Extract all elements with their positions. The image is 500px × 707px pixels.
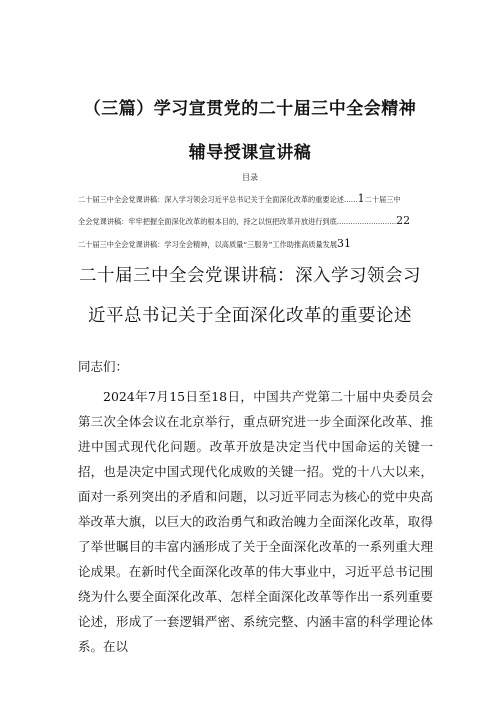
toc-entry-text: 二十届三中全会党课讲稿：学习全会精神，以高质量“三服务”工作助推高质量发展 — [78, 240, 338, 249]
section-title-line-1: 二十届三中全会党课讲稿：深入学习领会习 — [79, 266, 421, 286]
toc-entry[interactable] — [78, 237, 438, 250]
toc-entry-page: 31 — [337, 237, 352, 250]
toc-entry-text: 二十届三中全会党课讲稿：深入学习领会习近平总书记关于全面深化改革的重要论述...... — [78, 195, 358, 204]
toc-entry-text: 全会党课讲稿：牢牢把握全面深化改革的根本目的，持之以恒把改革开放进行到底.......................... — [78, 217, 397, 226]
toc-entry-page: 22 — [396, 214, 411, 227]
toc-entry-continued: 二十届三中 — [364, 195, 401, 204]
toc-entry[interactable] — [78, 214, 438, 227]
document-title-line-1: （三篇）学习宣贯党的二十届三中全会精神 — [83, 99, 417, 119]
document-title-line-2: 辅导授课宣讲稿 — [188, 143, 312, 163]
body-paragraph: 2024年7月15日至18日，中国共产党第二十届中央委员会第三次全体会议在北京举行，重点研究进一步全面深化改革、推进中国式现代化问题。改革开放是决定当代中国命运的关键一招，也是决定中国式现代化成败的关键一招。党的十八大以来，面对一系列突出的矛盾和问题，以习近平同志为核心的党中央高举改革大旗，以巨大的政治勇气和政治魄力全面深化改革，取得了举世瞩目的丰富内涵形成了关于全面深化改革的一系列重大理论成果。在新时代全面深化改革的伟大事业中，习近平总书记围绕为什么要全面深化改革、怎样全面深化改革等作出一系列重要论述，形成了一套逻辑严密、系统完整、内涵丰富的科学理论体系。在以 — [78, 389, 433, 654]
toc-entry[interactable] — [78, 192, 438, 205]
salutation: 同志们： — [78, 359, 129, 374]
section-title-line-2: 近平总书记关于全面深化改革的重要论述 — [88, 306, 412, 326]
toc-entry-page: 1 — [357, 192, 365, 205]
toc-heading: 目录 — [242, 173, 258, 182]
